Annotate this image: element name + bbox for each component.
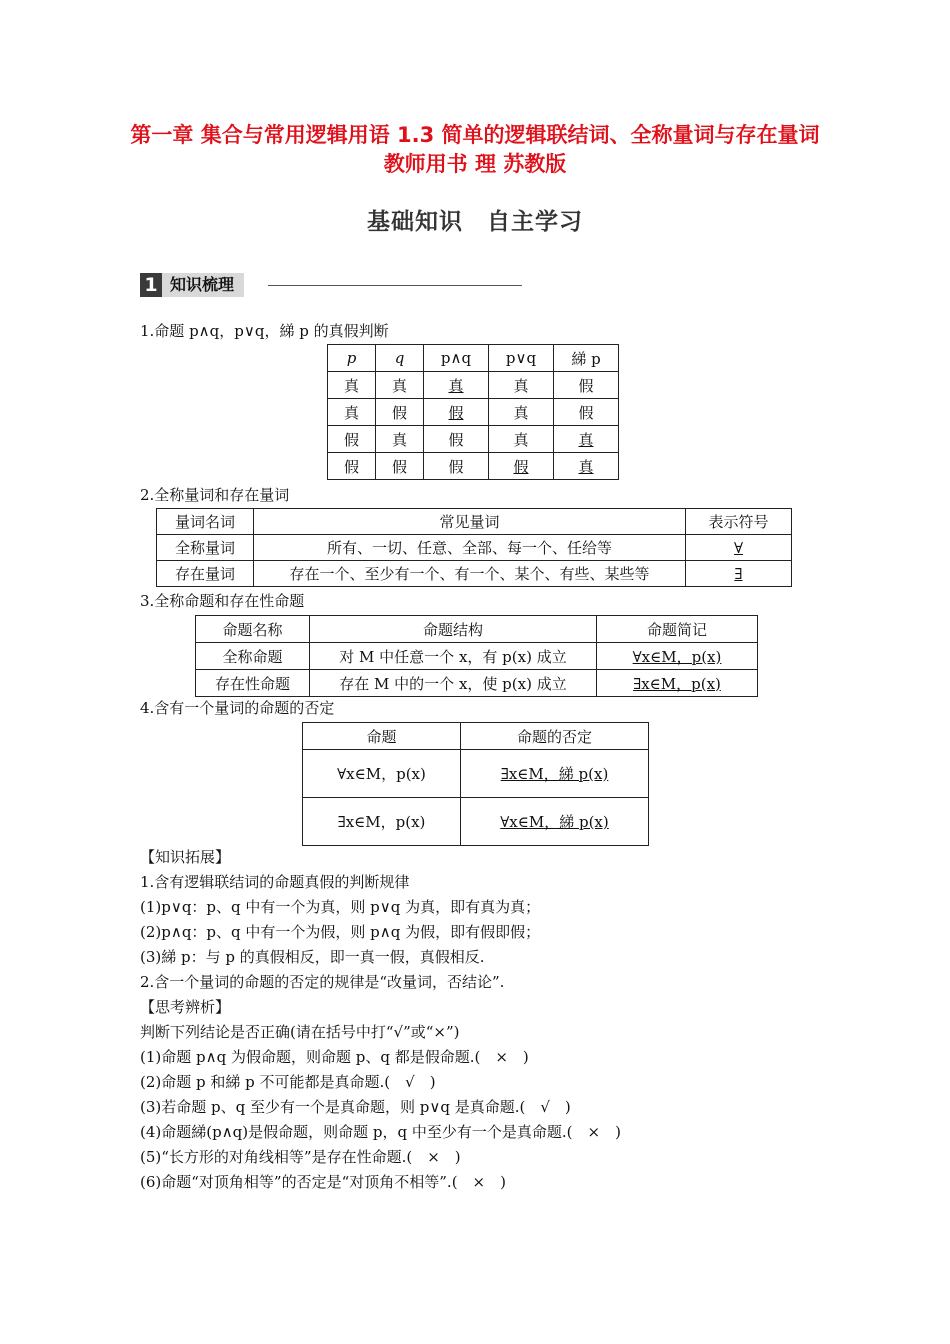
exercise-item: (6)命题“对顶角相等”的否定是“对顶角不相等”.( × ) bbox=[140, 1173, 506, 1191]
table-cell: 存在 M 中的一个 x，使 p(x) 成立 bbox=[310, 670, 597, 697]
table-cell: 假 bbox=[328, 426, 376, 453]
table-cell: 真 bbox=[376, 372, 424, 399]
table-cell: 真 bbox=[424, 372, 489, 399]
thinking-heading: 【思考辨析】 bbox=[140, 998, 231, 1016]
table-cell: 假 bbox=[554, 399, 619, 426]
truth-table bbox=[327, 344, 619, 480]
document-title: 第一章 集合与常用逻辑用语 1.3 简单的逻辑联结词、全称量词与存在量词教师用书 理 苏教版 bbox=[130, 123, 820, 176]
table-cell: 假 bbox=[328, 453, 376, 480]
table-cell: 真 bbox=[328, 399, 376, 426]
table-cell: 假 bbox=[424, 453, 489, 480]
table-cell: 存在量词 bbox=[157, 561, 254, 587]
table-row bbox=[157, 535, 792, 561]
table-cell: 真 bbox=[489, 426, 554, 453]
table-row bbox=[328, 453, 619, 480]
table-cell: ∀ bbox=[686, 535, 792, 561]
exercise-item: (2)命题 p 和綈 p 不可能都是真命题.( √ ) bbox=[140, 1073, 436, 1091]
exercise-item: (4)命题綈(p∧q)是假命题，则命题 p，q 中至少有一个是真命题.( × ) bbox=[140, 1123, 621, 1141]
table-cell: ∀x∈M，綈 p(x) bbox=[461, 798, 649, 846]
table-cell: ∀x∈M，p(x) bbox=[597, 643, 758, 670]
table-cell: ∃ bbox=[686, 561, 792, 587]
table-cell: 存在一个、至少有一个、有一个、某个、有些、某些等 bbox=[254, 561, 686, 587]
table-cell: 真 bbox=[554, 426, 619, 453]
table-row bbox=[196, 670, 758, 697]
header-cell: 表示符号 bbox=[686, 509, 792, 535]
header-cell: p∨q bbox=[489, 345, 554, 372]
table-row bbox=[303, 750, 649, 798]
text-line: (2)p∧q：p、q 中有一个为假，则 p∧q 为假，即有假即假； bbox=[140, 923, 541, 941]
proposition-table bbox=[195, 615, 758, 697]
header-cell: p bbox=[328, 345, 376, 372]
heading-1: 1.命题 p∧q，p∨q，綈 p 的真假判断 bbox=[140, 322, 389, 340]
table-cell: ∀x∈M，p(x) bbox=[303, 750, 461, 798]
exercise-item: (3)若命题 p、q 至少有一个是真命题，则 p∨q 是真命题.( √ ) bbox=[140, 1098, 571, 1116]
table-cell: 全称量词 bbox=[157, 535, 254, 561]
text-line: 2.含一个量词的命题的否定的规律是“改量词，否结论”. bbox=[140, 973, 505, 991]
knowledge-extension-heading: 【知识拓展】 bbox=[140, 848, 231, 866]
section-divider bbox=[268, 285, 522, 286]
header-cell: 命题简记 bbox=[597, 616, 758, 643]
table-row bbox=[303, 798, 649, 846]
heading-4: 4.含有一个量词的命题的否定 bbox=[140, 699, 335, 717]
table-cell: 假 bbox=[554, 372, 619, 399]
text-line: 判断下列结论是否正确(请在括号中打“√”或“×”) bbox=[140, 1023, 460, 1041]
table-cell: 真 bbox=[489, 399, 554, 426]
table-row bbox=[157, 561, 792, 587]
header-cell: 命题结构 bbox=[310, 616, 597, 643]
exercise-item: (5)“长方形的对角线相等”是存在性命题.( × ) bbox=[140, 1148, 461, 1166]
table-cell: 真 bbox=[489, 372, 554, 399]
table-cell: 假 bbox=[424, 426, 489, 453]
section-number: 1 bbox=[140, 273, 162, 297]
header-cell: 綈 p bbox=[554, 345, 619, 372]
section-heading: 基础知识 自主学习 bbox=[367, 209, 583, 235]
text-line: (1)p∨q：p、q 中有一个为真，则 p∨q 为真，即有真为真； bbox=[140, 898, 541, 916]
heading-2: 2.全称量词和存在量词 bbox=[140, 486, 290, 504]
header-cell: 量词名词 bbox=[157, 509, 254, 535]
header-cell: 常见量词 bbox=[254, 509, 686, 535]
exercise-item: (1)命题 p∧q 为假命题，则命题 p、q 都是假命题.( × ) bbox=[140, 1048, 529, 1066]
table-cell: 全称命题 bbox=[196, 643, 310, 670]
table-cell: 假 bbox=[376, 453, 424, 480]
negation-table bbox=[302, 722, 649, 846]
table-cell: ∃x∈M，p(x) bbox=[597, 670, 758, 697]
quantifier-table bbox=[156, 508, 792, 587]
heading-3: 3.全称命题和存在性命题 bbox=[140, 592, 305, 610]
table-cell: 真 bbox=[328, 372, 376, 399]
section-badge bbox=[140, 273, 244, 297]
table-cell: 假 bbox=[424, 399, 489, 426]
header-cell: 命题的否定 bbox=[461, 723, 649, 750]
table-cell: 假 bbox=[376, 399, 424, 426]
header-cell: 命题名称 bbox=[196, 616, 310, 643]
table-row bbox=[328, 399, 619, 426]
table-cell: 所有、一切、任意、全部、每一个、任给等 bbox=[254, 535, 686, 561]
table-cell: ∃x∈M，綈 p(x) bbox=[461, 750, 649, 798]
text-line: (3)綈 p：与 p 的真假相反，即一真一假，真假相反. bbox=[140, 948, 485, 966]
table-cell: 真 bbox=[376, 426, 424, 453]
header-cell: 命题 bbox=[303, 723, 461, 750]
table-cell: 存在性命题 bbox=[196, 670, 310, 697]
table-cell: 对 M 中任意一个 x，有 p(x) 成立 bbox=[310, 643, 597, 670]
table-cell: 真 bbox=[554, 453, 619, 480]
header-cell: p∧q bbox=[424, 345, 489, 372]
table-row bbox=[196, 643, 758, 670]
table-row bbox=[328, 426, 619, 453]
table-cell: 假 bbox=[489, 453, 554, 480]
table-row bbox=[328, 372, 619, 399]
header-cell: q bbox=[376, 345, 424, 372]
table-cell: ∃x∈M，p(x) bbox=[303, 798, 461, 846]
section-label: 知识梳理 bbox=[162, 273, 244, 297]
text-line: 1.含有逻辑联结词的命题真假的判断规律 bbox=[140, 873, 410, 891]
